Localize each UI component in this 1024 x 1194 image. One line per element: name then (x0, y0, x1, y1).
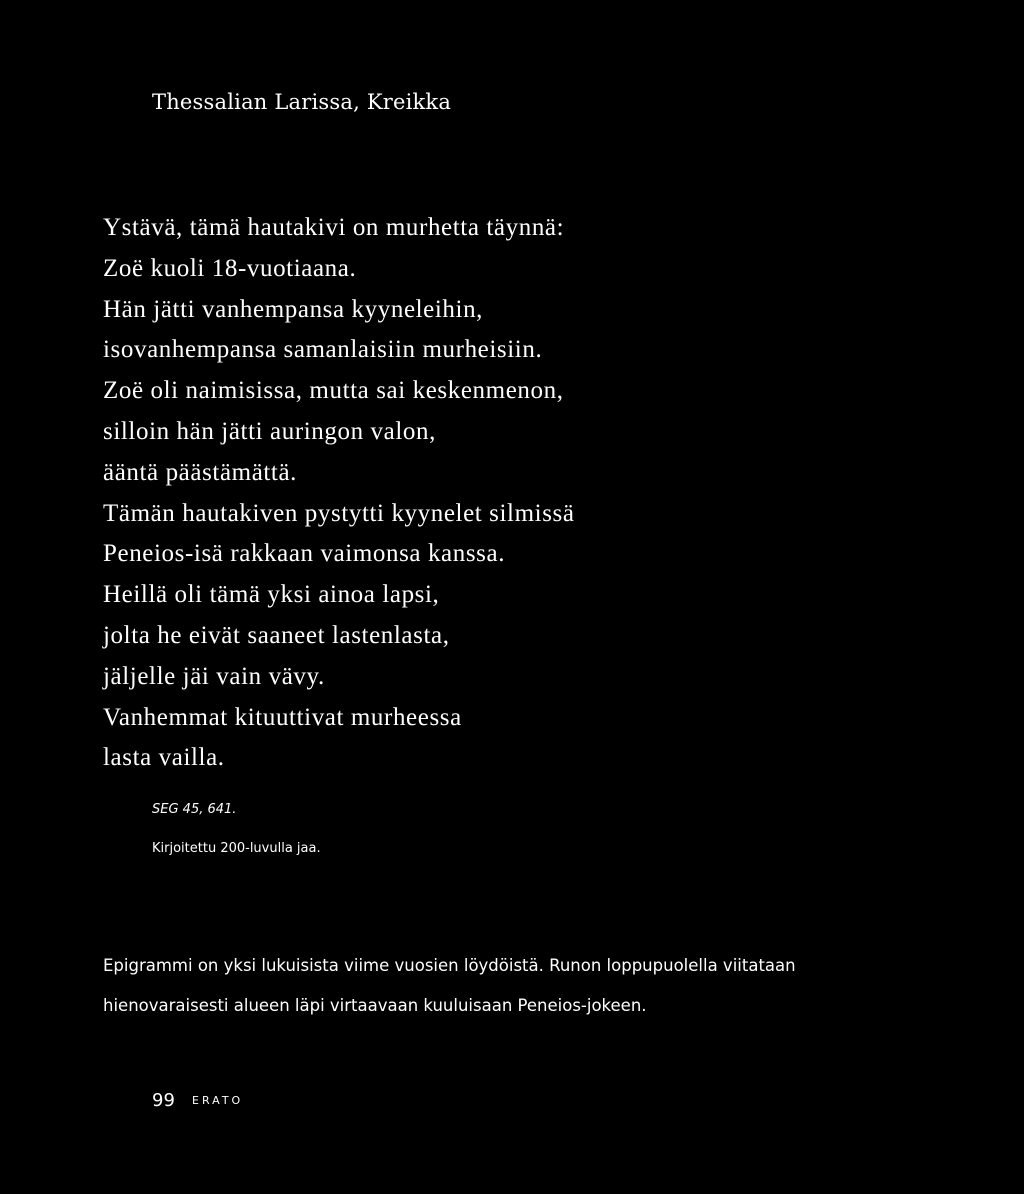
poem-line: Peneios-isä rakkaan vaimonsa kanssa. (103, 540, 506, 568)
poem-line: silloin hän jätti auringon valon, (103, 417, 436, 445)
section-name: ERATO (192, 1094, 244, 1107)
poem-line: Hän jätti vanhempansa kyyneleihin, (103, 295, 484, 323)
poem-line: isovanhempansa samanlaisiin murheisiin. (103, 336, 543, 364)
poem-line: Ystävä, tämä hautakivi on murhetta täynnä: (103, 214, 565, 241)
poem-line: ääntä päästämättä. (103, 458, 298, 486)
commentary-line: Epigrammi on yksi lukuisista viime vuosien löydöistä. Runon loppupuolella viitataan (103, 956, 796, 975)
poem-line: jolta he eivät saaneet lastenlasta, (103, 621, 450, 649)
poem-line: lasta vailla. (103, 744, 225, 772)
poem-line: Tämän hautakiven pystytti kyynelet silmissä (103, 499, 575, 527)
commentary (103, 948, 863, 1028)
source-reference: SEG 45, 641. (152, 802, 237, 817)
poem-line: jäljelle jäi vain vävy. (103, 662, 325, 690)
poem-line: Vanhemmat kituuttivat murheessa (103, 703, 462, 731)
poem-line: Heillä oli tämä yksi ainoa lapsi, (103, 581, 440, 609)
page-number: 99 (152, 1090, 175, 1111)
page-footer (152, 1090, 243, 1111)
poem-line: Zoë oli naimisissa, mutta sai keskenmenon, (103, 377, 564, 405)
commentary-line: hienovaraisesti alueen läpi virtaavaan kuuluisaan Peneios-jokeen. (103, 996, 647, 1015)
page-heading: Thessalian Larissa, Kreikka (152, 90, 452, 114)
dating-note: Kirjoitettu 200-luvulla jaa. (152, 841, 321, 856)
poem-line: Zoë kuoli 18-vuotiaana. (103, 254, 357, 282)
poem (103, 208, 575, 779)
